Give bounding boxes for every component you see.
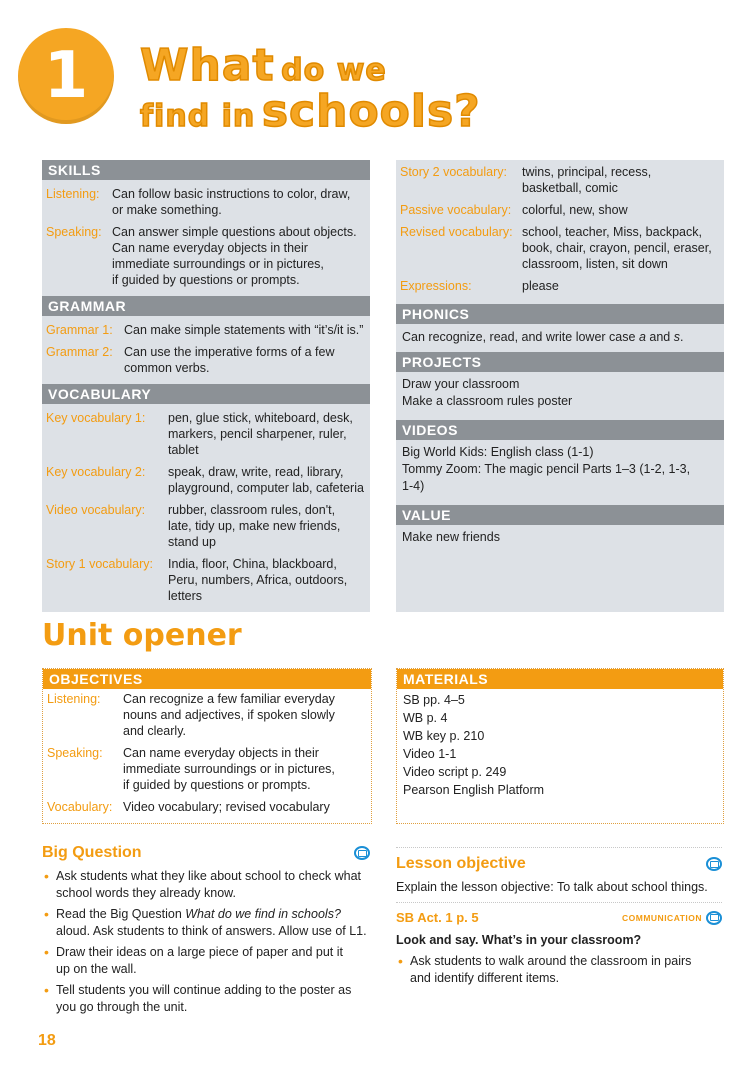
- value-text: Make new friends: [402, 530, 500, 544]
- teacher-book-icon: [706, 857, 722, 871]
- right-vocab-row-expressions: [400, 278, 720, 294]
- grammar-value: Can use the imperative forms of a few common verbs.: [124, 345, 335, 375]
- vocab-row-story1: [46, 556, 366, 604]
- objectives-rows: [43, 691, 371, 815]
- right-vocab-value: school, teacher, Miss, backpack, book, chair, crayon, pencil, eraser, classroom, listen, sit down: [522, 225, 712, 271]
- right-vocab-row-story2: [400, 164, 720, 196]
- objectives-label: Speaking:: [47, 746, 103, 760]
- project-item: Draw your classroom: [402, 377, 520, 391]
- sb-act-divider: [396, 902, 722, 903]
- vocab-value: speak, draw, write, read, library, playground, computer lab, cafeteria: [168, 465, 364, 495]
- right-vocab-value: please: [522, 279, 559, 293]
- vocab-label: Story 1 vocabulary:: [46, 557, 153, 571]
- bullet-item: • Tell students you will continue adding to the poster as you go through the unit.: [42, 982, 370, 1016]
- grammar-row-1: [46, 322, 366, 338]
- videos-list: [396, 444, 724, 495]
- vocab-value: pen, glue stick, whiteboard, desk, markers, pencil sharpener, ruler, tablet: [168, 411, 353, 457]
- vocab-value: India, floor, China, blackboard, Peru, numbers, Africa, outdoors, letters: [168, 557, 348, 603]
- material-item: Video script p. 249: [403, 765, 507, 779]
- title-word-find-in: find in: [140, 99, 256, 134]
- material-item: WB key p. 210: [403, 729, 485, 743]
- vocab-label: Video vocabulary:: [46, 503, 146, 517]
- right-vocab-label: Story 2 vocabulary:: [400, 165, 507, 179]
- vocab-row-key2: [46, 464, 366, 496]
- objectives-row-vocabulary: [47, 799, 367, 815]
- skills-heading: SKILLS: [42, 160, 370, 180]
- grammar-label: Grammar 2:: [46, 345, 113, 359]
- right-vocab-label: Passive vocabulary:: [400, 203, 512, 217]
- bullet-text: aloud. Ask students to think of answers. Allow use of L1.: [56, 924, 367, 938]
- projects-heading: PROJECTS: [396, 352, 724, 372]
- right-vocab-label: Revised vocabulary:: [400, 225, 513, 239]
- phonics-heading: PHONICS: [396, 304, 724, 324]
- video-item: Big World Kids: English class (1-1): [402, 445, 594, 459]
- grammar-row-2: [46, 344, 366, 376]
- vocab-value: rubber, classroom rules, don't, late, tidy up, make new friends, stand up: [168, 503, 341, 549]
- skills-label: Listening:: [46, 187, 100, 201]
- bullet-text: Read the Big Question: [56, 907, 186, 921]
- material-item: WB p. 4: [403, 711, 448, 725]
- vocabulary-heading: VOCABULARY: [42, 384, 370, 404]
- phonics-text-part: .: [679, 330, 684, 344]
- communication-tag: COMMUNICATION: [622, 912, 702, 923]
- material-item: Pearson English Platform: [403, 783, 545, 797]
- title-word-do-we: do we: [281, 53, 387, 88]
- phonics-text-part: Can recognize, read, and write lower case: [402, 330, 639, 344]
- grammar-value: Can make simple statements with “it’s/it is.”: [124, 323, 364, 337]
- skills-row-listening: [46, 186, 366, 218]
- teacher-book-icon: [706, 911, 722, 925]
- unit-opener-title: Unit opener: [42, 618, 242, 653]
- bullet-item: [42, 906, 370, 940]
- grammar-section: [42, 316, 370, 376]
- lesson-objective-section: [396, 855, 722, 895]
- skills-row-speaking: [46, 224, 366, 288]
- skills-value: Can follow basic instructions to color, draw, or make something.: [112, 187, 351, 217]
- objectives-box: [42, 668, 372, 824]
- bullet-item: • Draw their ideas on a large piece of paper and put it up on the wall.: [42, 944, 370, 978]
- vocabulary-section: [42, 404, 370, 604]
- sb-act-bullets: [396, 953, 722, 987]
- material-item: Video 1-1: [403, 747, 457, 761]
- sb-act-instruction: Look and say. What’s in your classroom?: [396, 933, 642, 947]
- objectives-row-speaking: [47, 745, 367, 793]
- right-vocab-row-passive: [400, 202, 720, 218]
- title-word-what: What: [140, 40, 275, 91]
- skills-value: Can answer simple questions about objects. Can name everyday objects in their immediate surroundings or in pictures, if guided by questions or prompts.: [112, 225, 357, 287]
- right-vocab-value: colorful, new, show: [522, 203, 628, 217]
- big-question-title: Big Question: [42, 844, 142, 861]
- phonics-text-part: and: [645, 330, 674, 344]
- right-vocab-label: Expressions:: [400, 279, 472, 293]
- vocab-label: Key vocabulary 2:: [46, 465, 146, 479]
- objectives-value: Can name everyday objects in their immediate surroundings or in pictures, if guided by questions or prompts.: [123, 746, 335, 792]
- unit-title-line-2: [140, 86, 481, 137]
- lesson-objective-title: Lesson objective: [396, 855, 526, 872]
- objectives-heading: OBJECTIVES: [43, 669, 371, 689]
- grammar-label: Grammar 1:: [46, 323, 113, 337]
- grammar-heading: GRAMMAR: [42, 296, 370, 316]
- right-vocab-row-revised: [400, 224, 720, 272]
- objectives-label: Vocabulary:: [47, 800, 113, 814]
- projects-list: [396, 376, 724, 410]
- vocab-row-video: [46, 502, 366, 550]
- left-overview-panel: [42, 160, 370, 612]
- project-item: Make a classroom rules poster: [402, 394, 573, 408]
- objectives-row-listening: [47, 691, 367, 739]
- materials-list: [397, 691, 723, 799]
- unit-number-badge: 1: [18, 28, 114, 124]
- sb-act-section: [396, 910, 722, 991]
- objectives-value: Video vocabulary; revised vocabulary: [123, 800, 330, 814]
- phonics-text: [396, 329, 724, 346]
- material-item: SB pp. 4–5: [403, 693, 465, 707]
- right-vocab-value: twins, principal, recess, basketball, comic: [522, 165, 652, 195]
- bullet-italic-question: What do we find in schools?: [185, 907, 341, 921]
- video-item: Tommy Zoom: The magic pencil Parts 1–3 (1-2, 1-3, 1-4): [402, 462, 691, 493]
- objectives-label: Listening:: [47, 692, 101, 706]
- bullet-item: • Ask students to walk around the classroom in pairs and identify different items.: [396, 953, 722, 987]
- teacher-book-icon: [354, 846, 370, 860]
- page-number: 18: [38, 1032, 56, 1049]
- skills-section: [42, 180, 370, 288]
- right-vocab-section: [396, 164, 724, 294]
- title-word-schools: schools?: [261, 86, 481, 137]
- materials-heading: MATERIALS: [397, 669, 723, 689]
- lesson-objective-text: Explain the lesson objective: To talk about school things.: [396, 880, 708, 894]
- lesson-objective-divider: [396, 847, 722, 848]
- vocab-row-key1: [46, 410, 366, 458]
- objectives-value: Can recognize a few familiar everyday nouns and adjectives, if spoken slowly and clearly.: [123, 692, 335, 738]
- videos-heading: VIDEOS: [396, 420, 724, 440]
- sb-act-tag-group: [622, 911, 722, 925]
- right-overview-panel: [396, 160, 724, 612]
- big-question-bullets: [42, 868, 370, 1016]
- bullet-item: • Ask students what they like about school to check what school words they already know.: [42, 868, 370, 902]
- big-question-section: [42, 844, 370, 1020]
- unit-title-line-1: [140, 40, 387, 91]
- sb-act-title: SB Act. 1 p. 5: [396, 910, 479, 925]
- skills-label: Speaking:: [46, 225, 102, 239]
- materials-box: [396, 668, 724, 824]
- phonics-letter-s: s: [673, 330, 680, 344]
- vocab-label: Key vocabulary 1:: [46, 411, 146, 425]
- value-heading: VALUE: [396, 505, 724, 525]
- phonics-letter-a: a: [638, 330, 646, 344]
